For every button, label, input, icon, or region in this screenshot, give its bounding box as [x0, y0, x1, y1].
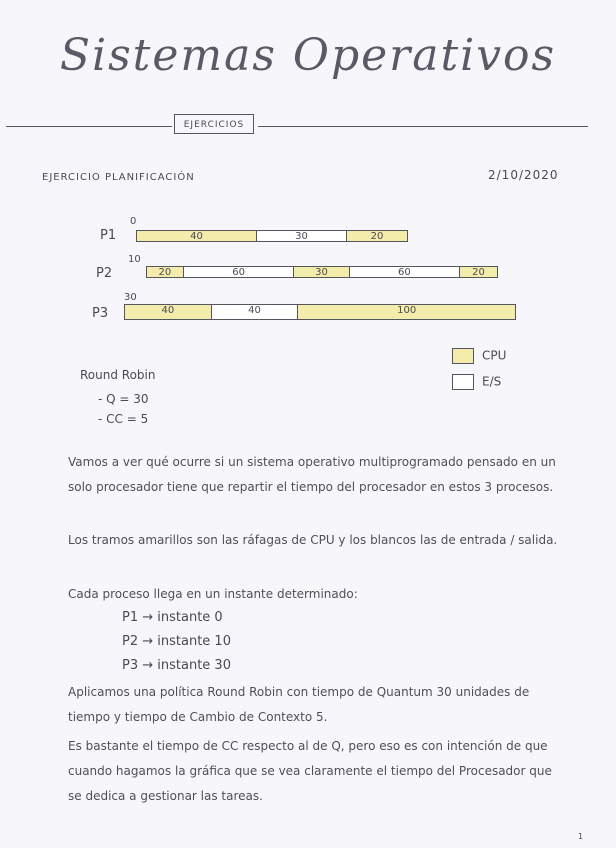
p1-segment-io: 30	[257, 231, 347, 241]
legend-cpu-label: CPU	[482, 348, 507, 363]
p3-segment-io: 40	[212, 305, 299, 319]
subtitle-box: EJERCICIOS	[174, 114, 254, 134]
legend-cpu-swatch	[452, 348, 474, 364]
context-switch-param: - CC = 5	[98, 412, 149, 426]
p2-segment-io: 60	[350, 267, 461, 277]
legend-io	[452, 374, 501, 390]
p3-start-label: 30	[124, 292, 137, 303]
quantum-param: - Q = 30	[98, 392, 149, 406]
paragraph-arrival: Cada proceso llega en un instante determinado:	[68, 587, 358, 601]
legend-io-swatch	[452, 374, 474, 390]
legend-cpu	[452, 348, 506, 364]
legend-io-label: E/S	[482, 374, 502, 389]
divider-line-left	[6, 126, 172, 127]
arrival-p2: P2 → instante 10	[122, 634, 231, 649]
p3-segment-cpu: 100	[298, 305, 515, 319]
p2-label: P2	[96, 266, 113, 281]
paragraph-policy: Aplicamos una política Round Robin con tiempo de Quantum 30 unidades de tiempo y tiempo de Cambio de Contexto 5.	[68, 685, 530, 724]
p3-label: P3	[92, 306, 109, 321]
p3-timeline-bar	[124, 304, 516, 320]
page-title: Sistemas Operativos	[59, 30, 557, 81]
p2-timeline-bar	[146, 266, 498, 278]
paragraph-explanation: Es bastante el tiempo de CC respecto al de Q, pero eso es con intención de que cuando hagamos la gráfica que se vea claramente el tiempo del Procesador que se dedica a gestionar las tareas.	[68, 739, 552, 803]
section-date: 2/10/2020	[488, 168, 559, 182]
section-title: EJERCICIO PLANIFICACIÓN	[42, 172, 195, 183]
arrival-p1: P1 → instante 0	[122, 610, 223, 625]
paragraph-bursts: Los tramos amarillos son las ráfagas de CPU y los blancos las de entrada / salida.	[68, 533, 558, 547]
page-number: 1	[578, 832, 584, 841]
p2-segment-cpu: 30	[294, 267, 349, 277]
p2-segment-cpu: 20	[460, 267, 497, 277]
divider-line-right	[258, 126, 588, 127]
p1-label: P1	[100, 228, 117, 243]
p1-segment-cpu: 20	[347, 231, 407, 241]
p3-segment-cpu: 40	[125, 305, 212, 319]
arrival-p3: P3 → instante 30	[122, 658, 231, 673]
p1-segment-cpu: 40	[137, 231, 257, 241]
p2-segment-cpu: 20	[147, 267, 184, 277]
p2-segment-io: 60	[184, 267, 295, 277]
paragraph-intro: Vamos a ver qué ocurre si un sistema operativo multiprogramado pensado en un solo procesador tiene que repartir el tiempo del procesador en estos 3 procesos.	[68, 455, 556, 494]
p1-start-label: 0	[130, 216, 137, 227]
p2-start-label: 10	[128, 254, 141, 265]
algorithm-name: Round Robin	[80, 368, 156, 382]
p1-timeline-bar	[136, 230, 408, 242]
